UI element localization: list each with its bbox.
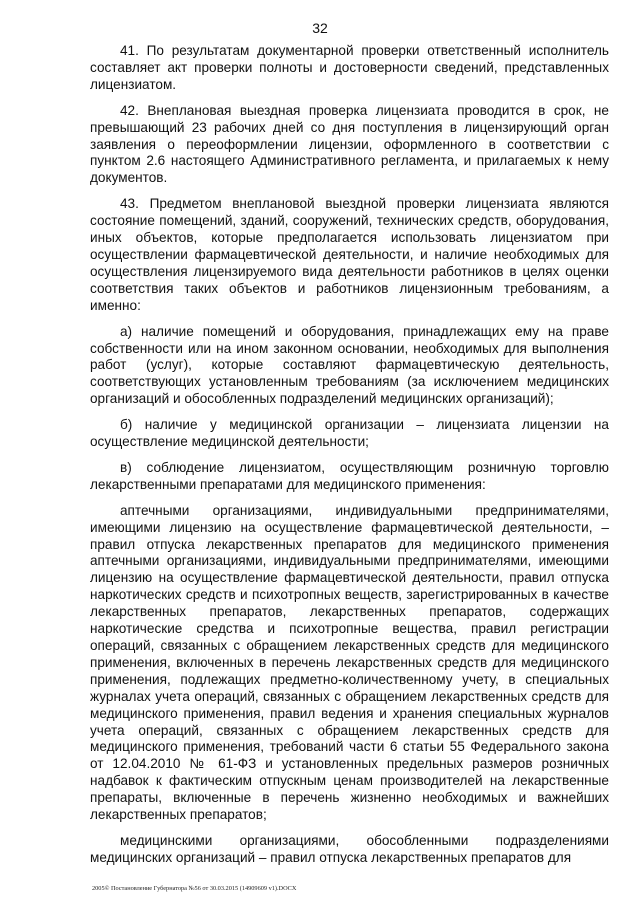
paragraph-medical-orgs: медицинскими организациями, обособленными подразделениями медицинских организаций – правил отпуска лекарственных препаратов для [90, 832, 609, 865]
paragraph-41: 41. По результатам документарной проверки ответственный исполнитель составляет акт проверки полноты и достоверности сведений, представленных лицензиатом. [90, 43, 609, 92]
paragraph-43-a: а) наличие помещений и оборудования, принадлежащих ему на праве собственности или на ином законном основании, необходимых для выполнения работ (услуг), которые составляют фармацевтическую деятельность, соответствующих установленным требованиям (за исключением медицинских организаций и обособленных подразделений медицинских организаций); [90, 323, 609, 407]
page-number: 32 [312, 20, 328, 36]
paragraph-43-v: в) соблюдение лицензиатом, осуществляющим розничную торговлю лекарственными препаратами для медицинского применения: [90, 459, 609, 492]
document-footer: 2005© Постановление Губернатора №56 от 30.03.2015 (14909609 v1).DOCX [92, 885, 297, 892]
paragraph-43-b: б) наличие у медицинской организации – лицензиата лицензии на осуществление медицинской деятельности; [90, 417, 609, 450]
paragraph-pharmacies: аптечными организациями, индивидуальными предпринимателями, имеющими лицензию на осуществление фармацевтической деятельности, – правил отпуска лекарственных препаратов для медицинского применения аптечными организациями, индивидуальными предпринимателями, имеющими лицензию на осуществление фармацевтической деятельности, правил отпуска наркотических средств и психотропных веществ, зарегистрированных в качестве лекарственных препаратов, лекарственных препаратов, содержащих наркотические средства и психотропные вещества, правил регистрации операций, связанных с обращением лекарственных средств для медицинского применения, включенных в перечень лекарственных средств для медицинского применения, подлежащих предметно-количественному учету, в специальных журналах учета операций, связанных с обращением лекарственных средств для медицинского применения, правил ведения и хранения специальных журналов учета операций, связанных с обращением лекарственных средств для медицинского применения, требований части 6 статьи 55 Федерального закона от 12.04.2010 № 61-ФЗ и установленных предельных размеров розничных надбавок к фактическим отпускным ценам производителей на лекарственные препараты, включенные в перечень жизненно необходимых и важнейших лекарственных препаратов; [90, 502, 609, 823]
paragraph-42: 42. Внеплановая выездная проверка лицензиата проводится в срок, не превышающий 23 рабочих дней со дня поступления в лицензирующий орган заявления о переоформлении лицензии, оформленного в соответствии с пунктом 2.6 настоящего Административного регламента, и прилагаемых к нему документов. [90, 102, 609, 186]
paragraph-43: 43. Предметом внеплановой выездной проверки лицензиата являются состояние помещений, зданий, сооружений, технических средств, оборудования, иных объектов, которые предполагается использовать лицензиатом при осуществлении фармацевтической деятельности, и наличие необходимых для осуществления лицензируемого вида деятельности работников в целях оценки соответствия таких объектов и работников лицензионным требованиям, а именно: [90, 196, 609, 313]
document-body [90, 43, 609, 876]
